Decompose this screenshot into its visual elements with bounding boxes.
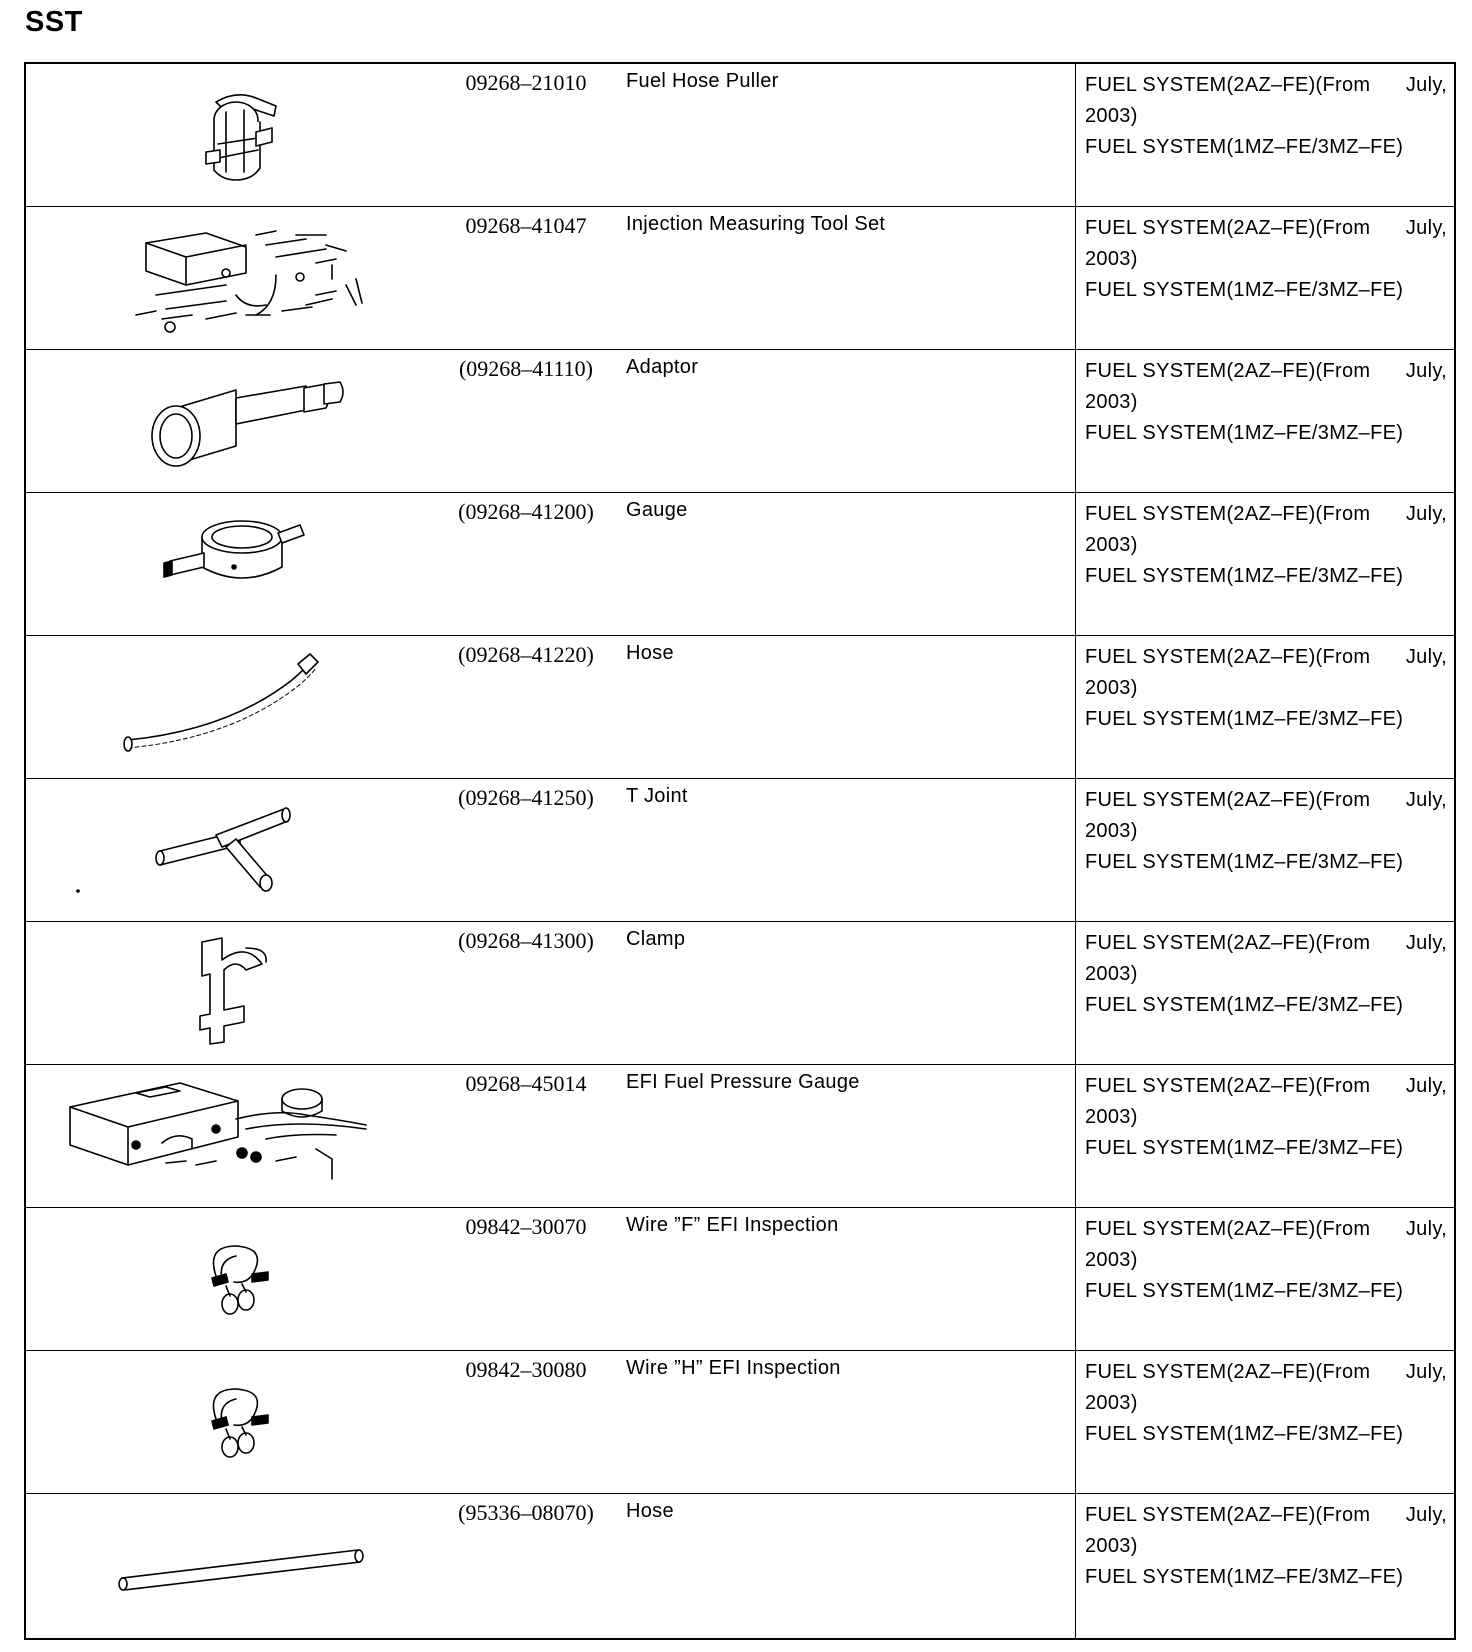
gauge-icon xyxy=(66,501,446,627)
clamp-icon xyxy=(66,930,446,1056)
reference-list xyxy=(1085,1357,1447,1450)
part-number: (09268–41200) xyxy=(458,499,594,524)
reference-text: FUEL SYSTEM(2AZ–FE)(From xyxy=(1085,217,1371,239)
reference-text: July, xyxy=(1405,1075,1447,1097)
column-divider xyxy=(1075,922,1076,1064)
part-name: Fuel Hose Puller xyxy=(626,70,779,92)
table-row xyxy=(26,922,1454,1065)
reference-text: FUEL SYSTEM(2AZ–FE)(From xyxy=(1085,1218,1371,1240)
column-divider xyxy=(1075,64,1076,206)
part-number: (09268–41300) xyxy=(458,928,594,953)
sst-table xyxy=(24,62,1456,1640)
reference-text: July, xyxy=(1405,360,1447,382)
wire-harness-icon xyxy=(66,1359,446,1485)
part-number: (09268–41250) xyxy=(458,785,594,810)
page-title: SST xyxy=(25,6,83,38)
reference-list xyxy=(1085,499,1447,592)
reference-text: FUEL SYSTEM(2AZ–FE)(From xyxy=(1085,503,1371,525)
part-number: 09268–45014 xyxy=(465,1071,587,1096)
reference-text: FUEL SYSTEM(2AZ–FE)(From xyxy=(1085,789,1371,811)
reference-text: FUEL SYSTEM(1MZ–FE/3MZ–FE) xyxy=(1085,1137,1404,1159)
reference-list xyxy=(1085,356,1447,449)
part-name: Clamp xyxy=(626,928,686,950)
reference-text: FUEL SYSTEM(2AZ–FE)(From xyxy=(1085,1075,1371,1097)
part-name: Wire ”F” EFI Inspection xyxy=(626,1214,839,1236)
part-number: (09268–41220) xyxy=(458,642,594,667)
part-name: Hose xyxy=(626,642,674,664)
reference-list xyxy=(1085,928,1447,1021)
part-number: 09268–41047 xyxy=(465,213,587,238)
adaptor-icon xyxy=(66,358,446,484)
column-divider xyxy=(1075,493,1076,635)
injection-tool-set-icon xyxy=(66,215,446,341)
efi-pressure-gauge-kit-icon xyxy=(66,1073,446,1199)
reference-text: FUEL SYSTEM(1MZ–FE/3MZ–FE) xyxy=(1085,1423,1404,1445)
fuel-hose-puller-icon xyxy=(66,72,446,198)
reference-text: 2003) xyxy=(1085,248,1138,270)
reference-text: FUEL SYSTEM(1MZ–FE/3MZ–FE) xyxy=(1085,565,1404,587)
reference-text: 2003) xyxy=(1085,820,1138,842)
part-number: (95336–08070) xyxy=(458,1500,594,1525)
table-row xyxy=(26,636,1454,779)
reference-text: FUEL SYSTEM(1MZ–FE/3MZ–FE) xyxy=(1085,136,1404,158)
reference-list xyxy=(1085,70,1447,163)
part-name: T Joint xyxy=(626,785,688,807)
reference-list xyxy=(1085,642,1447,735)
t-joint-icon xyxy=(66,787,446,913)
reference-text: July, xyxy=(1405,217,1447,239)
part-number: 09842–30080 xyxy=(465,1357,587,1382)
reference-text: 2003) xyxy=(1085,963,1138,985)
table-row xyxy=(26,64,1454,207)
column-divider xyxy=(1075,779,1076,921)
reference-text: FUEL SYSTEM(1MZ–FE/3MZ–FE) xyxy=(1085,422,1404,444)
reference-text: FUEL SYSTEM(1MZ–FE/3MZ–FE) xyxy=(1085,279,1404,301)
reference-text: July, xyxy=(1405,789,1447,811)
reference-list xyxy=(1085,1500,1447,1593)
table-row xyxy=(26,207,1454,350)
table-row xyxy=(26,1494,1454,1638)
part-name: Injection Measuring Tool Set xyxy=(626,213,886,235)
hose-icon xyxy=(66,644,446,770)
reference-text: July, xyxy=(1405,646,1447,668)
reference-text: FUEL SYSTEM(1MZ–FE/3MZ–FE) xyxy=(1085,1280,1404,1302)
part-number: (09268–41110) xyxy=(458,356,594,381)
table-row xyxy=(26,493,1454,636)
reference-text: 2003) xyxy=(1085,1249,1138,1271)
table-row xyxy=(26,779,1454,922)
column-divider xyxy=(1075,1065,1076,1207)
part-number: 09842–30070 xyxy=(465,1214,587,1239)
reference-text: FUEL SYSTEM(1MZ–FE/3MZ–FE) xyxy=(1085,994,1404,1016)
table-row xyxy=(26,1065,1454,1208)
column-divider xyxy=(1075,1208,1076,1350)
reference-text: July, xyxy=(1405,1504,1447,1526)
column-divider xyxy=(1075,636,1076,778)
reference-text: FUEL SYSTEM(1MZ–FE/3MZ–FE) xyxy=(1085,708,1404,730)
reference-text: FUEL SYSTEM(2AZ–FE)(From xyxy=(1085,74,1371,96)
reference-list xyxy=(1085,1071,1447,1164)
reference-text: July, xyxy=(1405,503,1447,525)
reference-text: FUEL SYSTEM(2AZ–FE)(From xyxy=(1085,1504,1371,1526)
reference-text: 2003) xyxy=(1085,677,1138,699)
reference-text: July, xyxy=(1405,74,1447,96)
reference-text: 2003) xyxy=(1085,391,1138,413)
reference-text: 2003) xyxy=(1085,1535,1138,1557)
reference-text: July, xyxy=(1405,1361,1447,1383)
reference-text: FUEL SYSTEM(2AZ–FE)(From xyxy=(1085,932,1371,954)
column-divider xyxy=(1075,1494,1076,1638)
part-name: Hose xyxy=(626,1500,674,1522)
reference-text: July, xyxy=(1405,1218,1447,1240)
reference-text: FUEL SYSTEM(2AZ–FE)(From xyxy=(1085,1361,1371,1383)
reference-text: FUEL SYSTEM(1MZ–FE/3MZ–FE) xyxy=(1085,1566,1404,1588)
table-row xyxy=(26,1351,1454,1494)
part-name: Gauge xyxy=(626,499,688,521)
table-row xyxy=(26,350,1454,493)
column-divider xyxy=(1075,350,1076,492)
part-name: EFI Fuel Pressure Gauge xyxy=(626,1071,860,1093)
reference-text: 2003) xyxy=(1085,1392,1138,1414)
reference-text: FUEL SYSTEM(2AZ–FE)(From xyxy=(1085,360,1371,382)
reference-text: FUEL SYSTEM(1MZ–FE/3MZ–FE) xyxy=(1085,851,1404,873)
table-row xyxy=(26,1208,1454,1351)
part-name: Adaptor xyxy=(626,356,699,378)
column-divider xyxy=(1075,207,1076,349)
column-divider xyxy=(1075,1351,1076,1493)
reference-list xyxy=(1085,1214,1447,1307)
straight-hose-icon xyxy=(66,1502,446,1628)
part-number: 09268–21010 xyxy=(465,70,587,95)
reference-text: 2003) xyxy=(1085,1106,1138,1128)
reference-text: FUEL SYSTEM(2AZ–FE)(From xyxy=(1085,646,1371,668)
reference-list xyxy=(1085,213,1447,306)
reference-text: 2003) xyxy=(1085,534,1138,556)
reference-text: July, xyxy=(1405,932,1447,954)
reference-text: 2003) xyxy=(1085,105,1138,127)
reference-list xyxy=(1085,785,1447,878)
part-name: Wire ”H” EFI Inspection xyxy=(626,1357,841,1379)
wire-harness-icon xyxy=(66,1216,446,1342)
